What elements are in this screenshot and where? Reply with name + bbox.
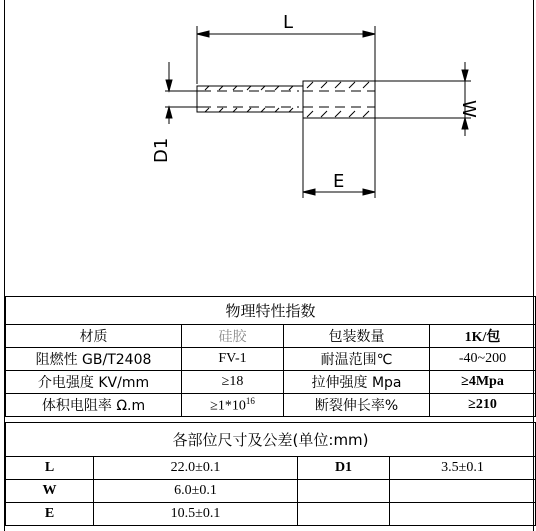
dimension-value: 6.0±0.1 xyxy=(94,480,298,503)
spec-value-base: ≥1*10 xyxy=(210,398,246,414)
spec-value: FV-1 xyxy=(182,348,284,371)
spec-value: ≥210 xyxy=(430,394,536,417)
thin-tube-outline xyxy=(197,86,303,112)
dimension-key: L xyxy=(6,457,94,480)
spec-label: 断裂伸长率% xyxy=(284,394,430,417)
table-row xyxy=(6,394,536,417)
spec-label: 包装数量 xyxy=(284,325,430,348)
spec-label: 耐温范围℃ xyxy=(284,348,430,371)
dimension-key xyxy=(298,480,390,503)
table-row xyxy=(6,371,536,394)
spec-value: 1K/包 xyxy=(430,325,536,348)
e-arrow-right xyxy=(363,189,375,195)
label-w: W xyxy=(458,100,479,118)
thin-tube-hatch xyxy=(205,86,293,112)
table-row xyxy=(6,325,536,348)
dimension-key: E xyxy=(6,503,94,526)
dimension-key xyxy=(298,503,390,526)
thick-tube-hatch xyxy=(307,82,369,117)
d1-arrow-bottom xyxy=(166,107,172,118)
dimension-key: D1 xyxy=(298,457,390,480)
label-e: E xyxy=(333,171,345,192)
spec-label: 材质 xyxy=(6,325,182,348)
dimension-tolerance-table xyxy=(5,422,536,526)
dimension-value xyxy=(390,503,536,526)
w-arrow-bottom xyxy=(462,118,468,129)
spec-value-exponent: 16 xyxy=(245,395,255,406)
table-row xyxy=(6,457,536,480)
table-row xyxy=(6,348,536,371)
l-arrow-left xyxy=(197,31,209,37)
spec-sheet xyxy=(4,0,534,531)
dimension-key: W xyxy=(6,480,94,503)
spec-value: ≥4Mpa xyxy=(430,371,536,394)
terminal-drawing-svg xyxy=(5,0,535,296)
spec-label: 拉伸强度 Mpa xyxy=(284,371,430,394)
spec-label: 介电强度 KV/mm xyxy=(6,371,182,394)
spec-label: 体积电阻率 Ω.m xyxy=(6,394,182,417)
dimension-value xyxy=(390,480,536,503)
label-l: L xyxy=(283,12,294,33)
d1-arrow-top xyxy=(166,80,172,91)
spec-value xyxy=(182,394,284,417)
table-row xyxy=(6,480,536,503)
spec-value: -40~200 xyxy=(430,348,536,371)
table-row xyxy=(6,503,536,526)
spec-label: 阻燃性 GB/T2408 xyxy=(6,348,182,371)
e-arrow-left xyxy=(303,189,315,195)
dimension-value: 22.0±0.1 xyxy=(94,457,298,480)
dimension-value: 3.5±0.1 xyxy=(390,457,536,480)
spec-value: ≥18 xyxy=(182,371,284,394)
physical-properties-table xyxy=(5,296,536,417)
technical-drawing xyxy=(5,0,535,296)
w-arrow-top xyxy=(462,70,468,81)
dimensions-title: 各部位尺寸及公差(单位:mm) xyxy=(6,423,536,457)
label-d1: D1 xyxy=(151,137,172,163)
dimension-value: 10.5±0.1 xyxy=(94,503,298,526)
spec-value: 硅胶 xyxy=(182,325,284,348)
l-arrow-right xyxy=(363,31,375,37)
properties-title: 物理特性指数 xyxy=(6,297,536,325)
